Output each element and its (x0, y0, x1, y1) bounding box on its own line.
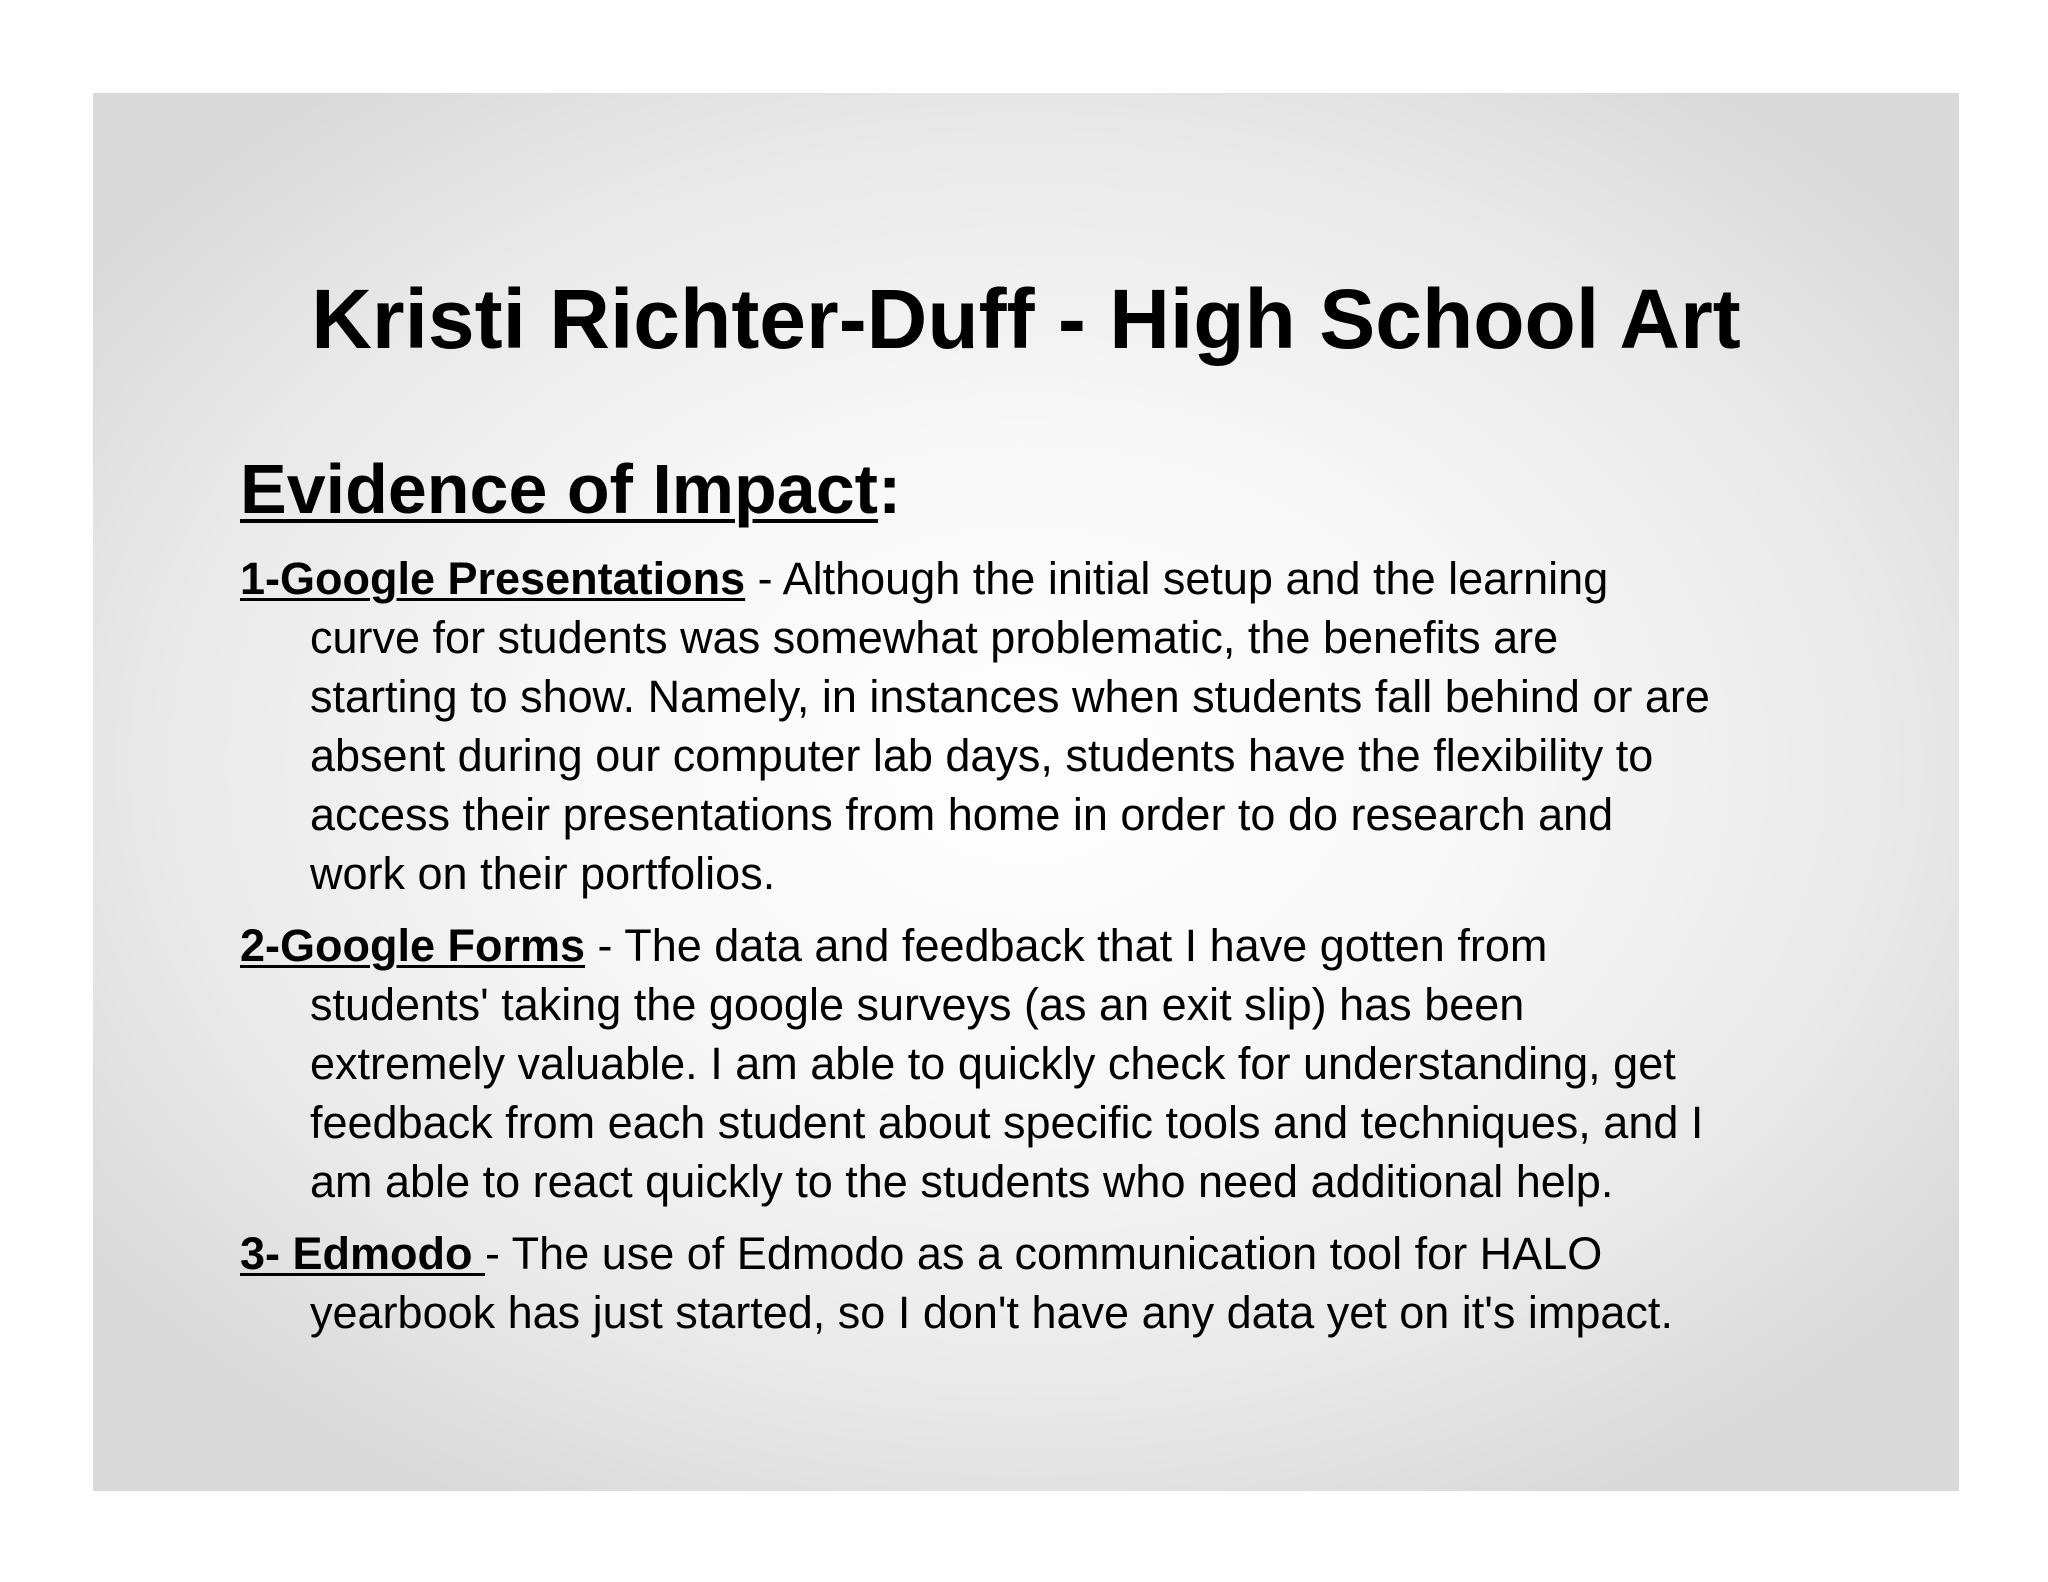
evidence-line: feedback from each student about specific tools and techniques, and I (310, 1097, 1704, 1148)
evidence-item-google-presentations (240, 549, 1940, 903)
evidence-label: 1-Google Presentations (240, 553, 746, 604)
section-heading (240, 449, 901, 529)
evidence-item-edmodo (240, 1224, 1940, 1342)
section-heading-colon: : (877, 450, 902, 528)
evidence-line: - The data and feedback that I have gotten from (585, 920, 1548, 971)
evidence-line: - The use of Edmodo as a communication tool for HALO (485, 1228, 1603, 1279)
evidence-line: yearbook has just started, so I don't have any data yet on it's impact. (310, 1287, 1673, 1338)
section-heading-text: Evidence of Impact (240, 450, 878, 528)
evidence-line: absent during our computer lab days, students have the flexibility to (310, 730, 1654, 781)
evidence-line: work on their portfolios. (310, 848, 776, 899)
evidence-item-google-forms (240, 916, 1940, 1211)
evidence-line: curve for students was somewhat problematic, the benefits are (310, 612, 1559, 663)
evidence-line: starting to show. Namely, in instances when students fall behind or are (310, 671, 1710, 722)
evidence-line: am able to react quickly to the students who need additional help. (310, 1156, 1614, 1207)
evidence-line: extremely valuable. I am able to quickly check for understanding, get (310, 1038, 1676, 1089)
slide (93, 93, 1959, 1491)
evidence-label: 2-Google Forms (240, 920, 586, 971)
evidence-line: access their presentations from home in order to do research and (310, 789, 1614, 840)
evidence-list (240, 549, 1940, 1355)
evidence-line: - Although the initial setup and the learning (745, 553, 1609, 604)
slide-title: Kristi Richter-Duff - High School Art (311, 272, 1741, 366)
evidence-line: students' taking the google surveys (as an exit slip) has been (310, 979, 1525, 1030)
evidence-label: 3- Edmodo (240, 1228, 485, 1279)
